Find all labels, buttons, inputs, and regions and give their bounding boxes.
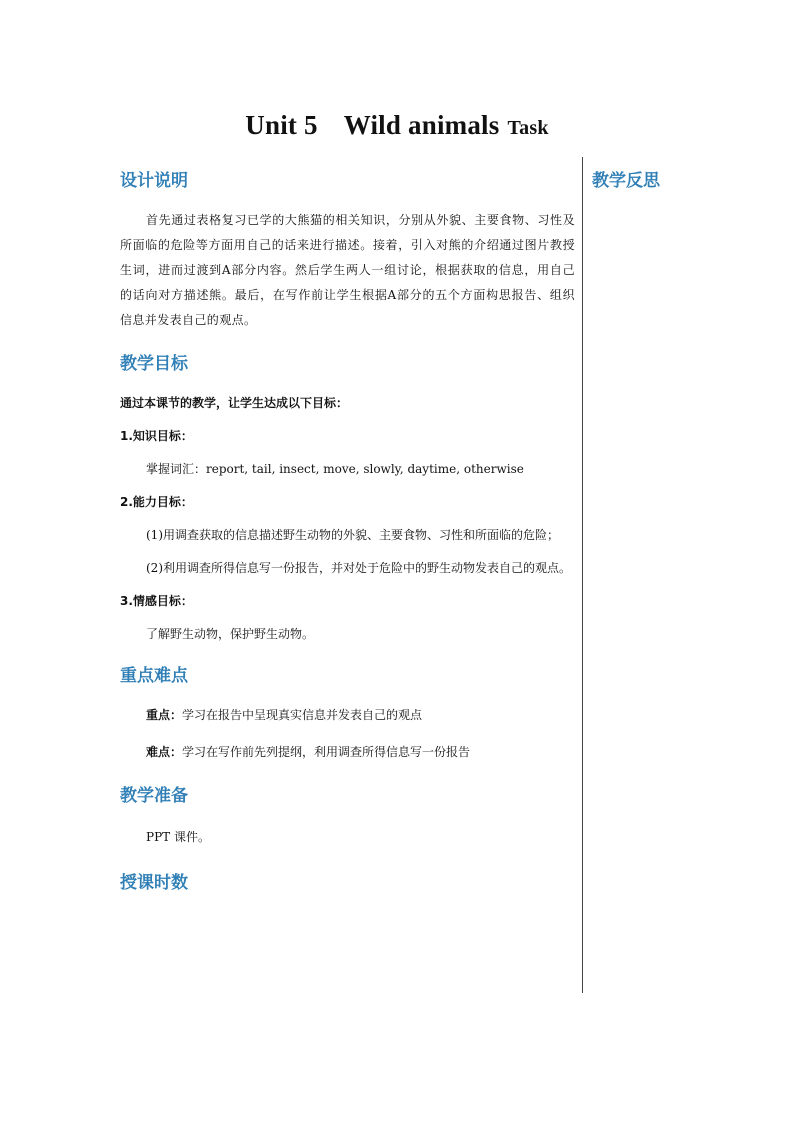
column-divider (582, 157, 583, 993)
key-label: 重点： (146, 708, 183, 722)
emotion-text: 了解野生动物，保护野生动物。 (146, 627, 315, 641)
design-body: 首先通过表格复习已学的大熊猫的相关知识，分别从外貌、主要食物、习性及所面临的危险等方面用自己的话来进行描述。接着，引入对熊的介绍通过图片教授生词，进而过渡到A部分内容。然后学生两人一组讨论，根据获取的信息，用自己的话向对方描述熊。最后，在写作前让学生根据A部分的五个方面构思报告、组织信息并发表自己的观点。 (120, 213, 575, 327)
document-title (0, 110, 794, 141)
prep-text: PPT 课件。 (146, 830, 210, 844)
goals-heading: 教学目标 (120, 354, 188, 374)
difficult-point (120, 740, 575, 765)
keypoints-heading: 重点难点 (120, 666, 188, 686)
key-point (120, 703, 575, 728)
emotion-label: 3.情感目标： (120, 594, 193, 608)
design-heading: 设计说明 (120, 171, 188, 191)
difficult-text: 学习在写作前先列提纲，利用调查所得信息写一份报告 (182, 745, 471, 759)
main-column (120, 168, 575, 896)
title-name: Wild animals (343, 110, 500, 140)
prep-heading: 教学准备 (120, 786, 188, 806)
ability-label: 2.能力目标： (120, 495, 193, 509)
goals-intro: 通过本课节的教学，让学生达成以下目标： (120, 396, 349, 410)
title-unit: Unit 5 (245, 110, 318, 140)
ability-item-1: (1)用调查获取的信息描述野生动物的外貌、主要食物、习性和所面临的危险； (146, 528, 560, 542)
reflection-column (592, 168, 702, 194)
difficult-label: 难点： (146, 745, 183, 759)
title-suffix: Task (507, 117, 549, 139)
hours-heading: 授课时数 (120, 873, 188, 893)
reflection-heading: 教学反思 (592, 171, 660, 191)
key-text: 学习在报告中呈现真实信息并发表自己的观点 (182, 708, 423, 722)
knowledge-label: 1.知识目标： (120, 429, 193, 443)
ability-item-2: (2)利用调查所得信息写一份报告，并对处于危险中的野生动物发表自己的观点。 (146, 561, 572, 575)
knowledge-text: 掌握词汇：report, tail, insect, move, slowly, daytime, otherwise (146, 462, 524, 476)
